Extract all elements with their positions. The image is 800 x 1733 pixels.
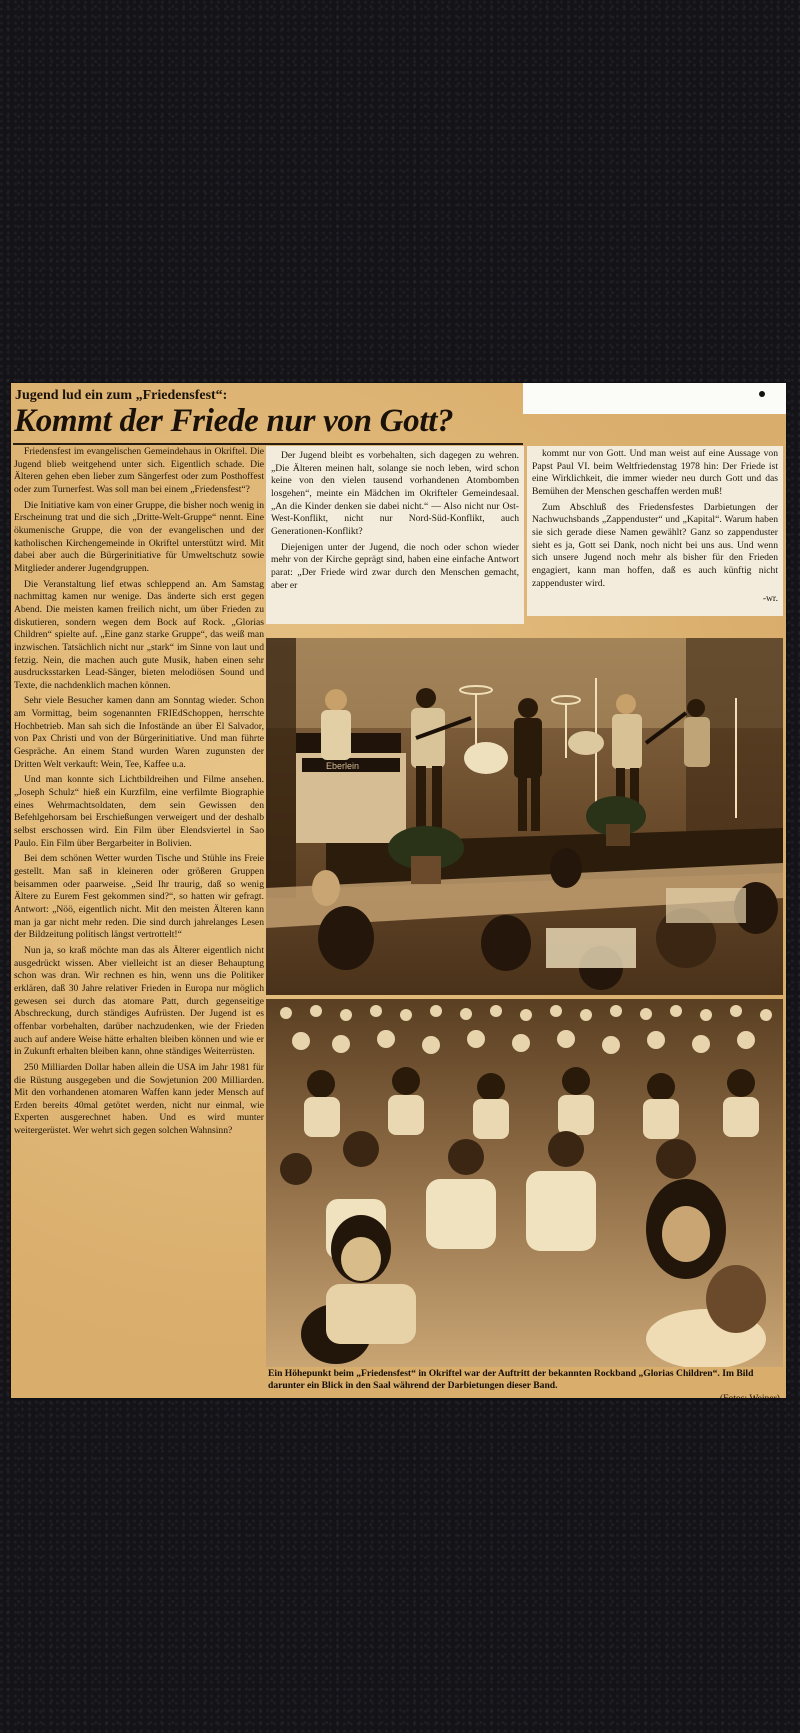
- paragraph: Der Jugend bleibt es vorbehalten, sich dagegen zu wehren. „Die Älteren meinen halt, solange sie noch leben, wird schon keine von den vielen tausend vorhandenen Atombomben losgehen“, meinte ein Mädchen im Okrifteler Gemeindesaal. „An die Kinder denken sie dabei nicht.“ — Also nicht nur Ost-West-Konflikt, nicht nur Nord-Süd-Konflikt, auch Generationen-Konflikt?: [271, 450, 519, 537]
- audience-hall-photo: [266, 999, 783, 1367]
- paragraph: Zum Abschluß des Friedensfestes Darbietungen der Nachwuchsbands „Zappenduster“ und „Kapital“. Warum haben sie sich gerade diese Namen gewählt? Ganz so zappenduster sieht es ja, Gott sei Dank, noch nicht bei uns aus. Und wenn sich unsere Jugend noch mehr als bisher für den Frieden engagiert, kann man hoffen, daß es auch künftig nicht zappenduster wird.: [532, 501, 778, 589]
- article-headline: Kommt der Friede nur von Gott?: [14, 403, 454, 439]
- band-stage-illustration: [266, 638, 783, 995]
- blank-paper-corner: [523, 383, 786, 414]
- headline-rule: [13, 443, 523, 445]
- article-column-3: [527, 446, 783, 616]
- paragraph: Bei dem schönen Wetter wurden Tische und Stühle ins Freie gestellt. Man saß in kleineren oder größeren Gruppen beisammen oder paarweise. „Seid Ihr traurig, daß so wenig Ältere zu Eurem Fest gekommen sind?“, so hatten wir gefragt. Antwort: „Nöö, eigentlich nicht. Mit den meisten Älteren kann man ja gar nicht mehr reden. Die sind durch jahrelanges Lesen der Bildzeitung politisch längst vertrottelt!“: [14, 853, 264, 941]
- audience-illustration: [266, 999, 783, 1367]
- photo-caption: Ein Höhepunkt beim „Friedensfest“ in Okriftel war der Auftritt der bekannten Rockband „Glorias Children“. Im Bild darunter ein Blick in den Saal während der Darbietungen dieser Band.: [268, 1368, 754, 1392]
- article-column-1: [14, 446, 264, 1394]
- article-column-2: [266, 446, 524, 624]
- paragraph: Friedensfest im evangelischen Gemeindehaus in Okriftel. Die Jugend blieb weitgehend unter sich. Eigentlich schade. Die Älteren gehen eben lieber zum Sängerfest oder zum Posthoffest oder zum Turnerfest. Was soll man bei einem „Friedensfest“?: [14, 446, 264, 495]
- paragraph: Die Initiative kam von einer Gruppe, die bisher noch wenig in Erscheinung trat und die sich „Dritte-Welt-Gruppe“ nennt. Eine ökumenische Gruppe, die von der evangelischen und der katholischen Kirchengemeinde in Okriftel unterstützt wird. Mit dabei aber auch die Bürgerinitiative für Umweltschutz sowie Mitglieder anderer Jugendgruppen.: [14, 499, 264, 574]
- paragraph: 250 Milliarden Dollar haben allein die USA im Jahr 1981 für die Rüstung ausgegeben und die Sowjetunion 200 Milliarden. Mit den vorhandenen atomaren Waffen kann jeder Mensch auf Erden bereits 40mal getötet werden, nicht nur einmal, wie Experten ausgerechnet haben. Und es wird munter weitergerüstet. Wer wehrt sich gegen solchen Wahnsinn?: [14, 1061, 264, 1137]
- author-signoff: -wr.: [762, 593, 778, 605]
- paragraph: kommt nur von Gott. Und man weist auf eine Aussage von Papst Paul VI. beim Weltfriedenstag 1978 hin: Der Friede ist eine Wirklichkeit, die immer wieder neu durch Gott und das Bemühen der Menschen geschaffen werden muß!: [532, 448, 778, 497]
- article-kicker: Jugend lud ein zum „Friedensfest“:: [15, 388, 228, 403]
- paragraph: Nun ja, so kraß möchte man das als Älterer eigentlich nicht ausgedrückt wissen. Aber vielleicht ist an dieser Behauptung schon was dran. Wir rechnen es hin, wenn uns die Politiker erklären, daß 30 Jahre relativer Frieden in Europa nur möglich gewesen sei durch das atomare Patt, durch gegenseitige Abschreckung, durch ständiges Aufrüsten. Der Jugend ist es offenbar vorbehalten, darüber nachzudenken, wie der Frieden auch auf andere Weise hätte erhalten bleiben können und wie er in Zukunft erhalten bleiben kann, ohne ständiges Weiterrüsten.: [14, 944, 264, 1058]
- photo-credit: (Fotos: Weiner): [719, 1393, 780, 1404]
- amp-label: Eberlein: [326, 761, 360, 771]
- paragraph: Diejenigen unter der Jugend, die noch oder schon wieder mehr von der Kirche geprägt sind, haben eine einfache Antwort parat: „Der Friede wird zwar durch den Menschen gemacht, aber er: [271, 541, 519, 591]
- paragraph: Sehr viele Besucher kamen dann am Sonntag wieder. Schon am Vormittag, beim sogenannten FRIEdSchoppen, herrschte Hochbetrieb. Man sah sich die Infostände an über El Salvador, von Pax Christi und von der Bürgerinitiative. Und man führte Gespräche. An einem Stand wurden Waren zugunsten der Dritten Welt verkauft: Wein, Tee, Kaffee u.a.: [14, 695, 264, 770]
- newspaper-clipping: [11, 383, 786, 1404]
- paragraph: Die Veranstaltung lief etwas schleppend an. Am Samstag nachmittag kamen nur wenige. Das änderte sich erst gegen Abend. Die meisten kamen freilich nicht, um über Frieden zu diskutieren, sondern wegen dem Bock auf Rock. „Glorias Children“ spielte auf. „Eine ganz starke Gruppe“, das weiß man inzwischen. Tatsächlich nicht nur „stark“ im Sinne von laut und fetzig. Nein, die machen auch gute Musik, haben einen sehr ausdrucksstarken Lead-Sänger, bieten melodiösen Sound und Texte, die nachdenklich machen können.: [14, 578, 264, 691]
- paragraph: Und man konnte sich Lichtbildreihen und Filme ansehen. „Joseph Schulz“ hieß ein Kurzfilm, eine verfilmte Biographie eines Wehrmachtsoldaten, dem sein Gewissen den Befehlgehorsam bei Erschießungen verweigert und der deshalb selbst erschossen wird. Ein Film über Elendsviertel in Sao Paulo. Ein Film über Bergarbeiter in Bolivien.: [14, 774, 264, 849]
- band-stage-photo: [266, 638, 783, 995]
- ink-dot: [759, 391, 765, 397]
